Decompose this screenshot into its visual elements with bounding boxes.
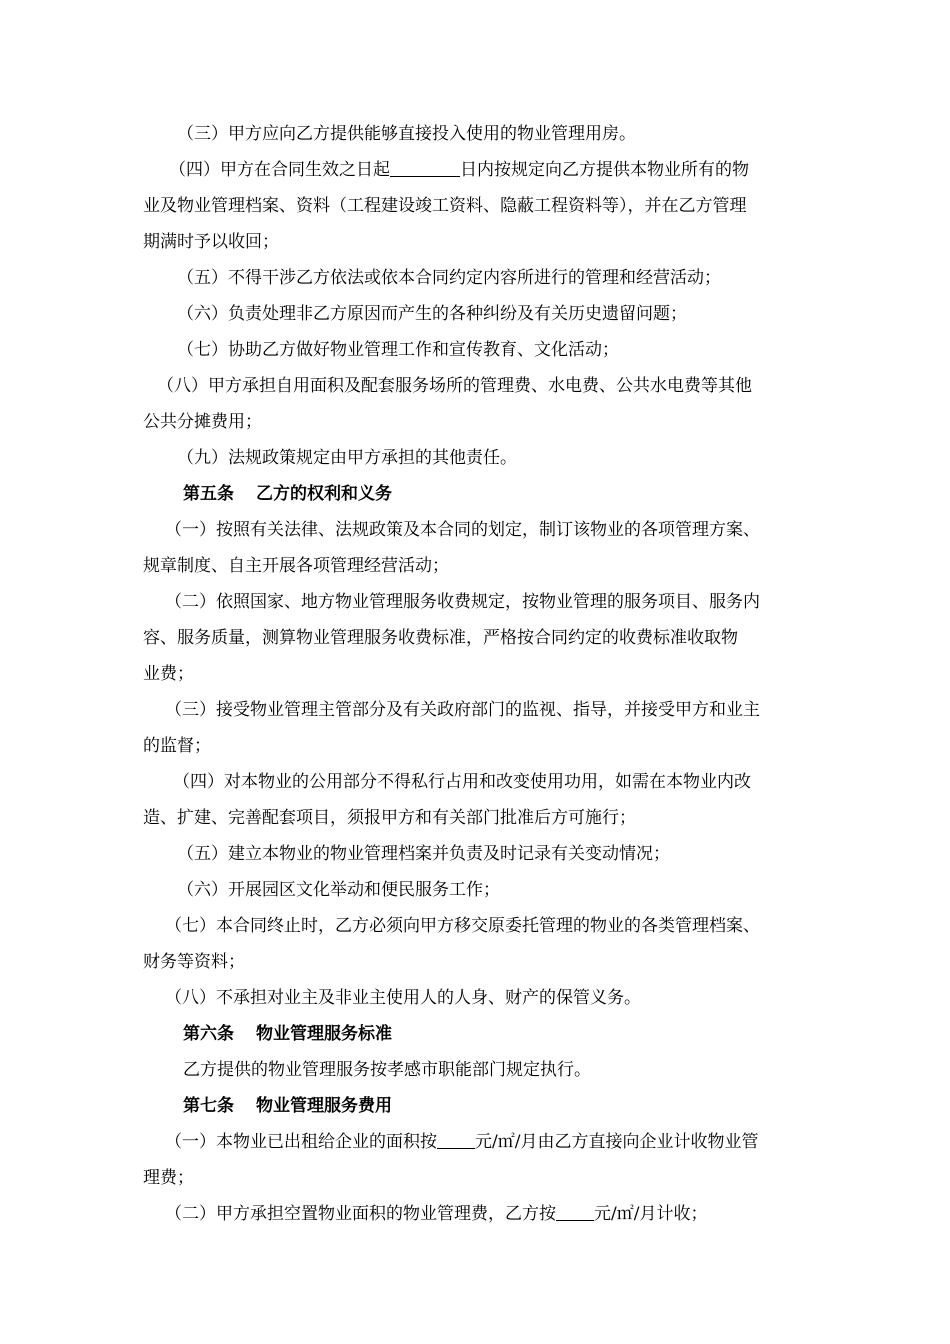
text: 日内按规定向乙方提供本物业所有的物 — [460, 160, 749, 180]
text: （六）负责处理非乙方原因而产生的各种纠纷及有关历史遗留问题； — [177, 304, 687, 324]
section-number: 第五条 — [183, 484, 234, 504]
paragraph-line — [143, 404, 811, 440]
section-title: 物业管理服务标准 — [256, 1024, 392, 1044]
section-number: 第六条 — [183, 1024, 234, 1044]
text: （二）甲方承担空置物业面积的物业管理费，乙方按 — [165, 1204, 556, 1224]
paragraph-line — [143, 692, 811, 728]
text: 财务等资料； — [143, 952, 245, 972]
blank-field — [556, 1202, 594, 1221]
text: 业费； — [143, 664, 194, 684]
section-heading — [143, 476, 811, 512]
text: 业及物业管理档案、资料（工程建设竣工资料、隐蔽工程资料等），并在乙方管理 — [143, 196, 747, 216]
text: 元/㎡/月计收； — [594, 1204, 708, 1224]
text: （三）甲方应向乙方提供能够直接投入使用的物业管理用房。 — [177, 124, 636, 144]
text: （八）甲方承担自用面积及配套服务场所的管理费、水电费、公共水电费等其他 — [157, 376, 752, 396]
text: （一）本物业已出租给企业的面积按 — [165, 1132, 437, 1152]
text: （九）法规政策规定由甲方承担的其他责任。 — [177, 448, 517, 468]
text: 的监督； — [143, 736, 211, 756]
text: （四）甲方在合同生效之日起 — [169, 160, 390, 180]
blank-field — [390, 158, 460, 177]
text: （三）接受物业管理主管部分及有关政府部门的监视、指导，并接受甲方和业主 — [165, 700, 760, 720]
text: 公共分摊费用； — [143, 412, 262, 432]
text: 容、服务质量，测算物业管理服务收费标准，严格按合同约定的收费标准收取物 — [143, 628, 738, 648]
paragraph-line — [143, 620, 811, 656]
section-title: 物业管理服务费用 — [256, 1096, 392, 1116]
text: （七）本合同终止时，乙方必须向甲方移交原委托管理的物业的各类管理档案、 — [165, 916, 760, 936]
section-title: 乙方的权利和义务 — [256, 484, 392, 504]
paragraph-line — [143, 188, 811, 224]
blank-field — [437, 1130, 475, 1149]
paragraph-line — [143, 152, 811, 188]
text: （七）协助乙方做好物业管理工作和宣传教育、文化活动； — [177, 340, 619, 360]
paragraph-line — [143, 1052, 811, 1088]
paragraph-line — [143, 1160, 811, 1196]
paragraph-line — [143, 512, 811, 548]
paragraph-line — [143, 116, 811, 152]
paragraph-line — [143, 440, 811, 476]
text: （八）不承担对业主及非业主使用人的人身、财产的保管义务。 — [165, 988, 641, 1008]
text: 期满时予以收回； — [143, 232, 279, 252]
paragraph-line — [143, 728, 811, 764]
paragraph-line — [143, 944, 811, 980]
paragraph-line — [143, 656, 811, 692]
paragraph-line — [143, 296, 811, 332]
text: 造、扩建、完善配套项目，须报甲方和有关部门批准后方可施行； — [143, 808, 636, 828]
text: （二）依照国家、地方物业管理服务收费规定，按物业管理的服务项目、服务内 — [165, 592, 760, 612]
text: （一）按照有关法律、法规政策及本合同的划定，制订该物业的各项管理方案、 — [165, 520, 760, 540]
section-heading — [143, 1016, 811, 1052]
text: （六）开展园区文化举动和便民服务工作； — [177, 880, 500, 900]
document-page — [143, 116, 811, 1232]
paragraph-line — [143, 1124, 811, 1160]
paragraph-line — [143, 800, 811, 836]
paragraph-line — [143, 332, 811, 368]
paragraph-line — [143, 548, 811, 584]
paragraph-line — [143, 224, 811, 260]
text: 规章制度、自主开展各项管理经营活动； — [143, 556, 449, 576]
section-heading — [143, 1088, 811, 1124]
paragraph-line — [143, 584, 811, 620]
text: 元/㎡/月由乙方直接向企业计收物业管 — [475, 1132, 759, 1152]
paragraph-line — [143, 260, 811, 296]
text: （四）对本物业的公用部分不得私行占用和改变使用功用，如需在本物业内改 — [173, 772, 751, 792]
paragraph-line — [143, 872, 811, 908]
text: （五）建立本物业的物业管理档案并负责及时记录有关变动情况； — [177, 844, 670, 864]
text: （五）不得干涉乙方依法或依本合同约定内容所进行的管理和经营活动； — [177, 268, 721, 288]
paragraph-line — [143, 1196, 811, 1232]
text: 理费； — [143, 1168, 194, 1188]
paragraph-line — [143, 836, 811, 872]
paragraph-line — [143, 368, 811, 404]
text: 乙方提供的物业管理服务按孝感市职能部门规定执行。 — [183, 1060, 591, 1080]
paragraph-line — [143, 980, 811, 1016]
paragraph-line — [143, 908, 811, 944]
section-number: 第七条 — [183, 1096, 234, 1116]
paragraph-line — [143, 764, 811, 800]
